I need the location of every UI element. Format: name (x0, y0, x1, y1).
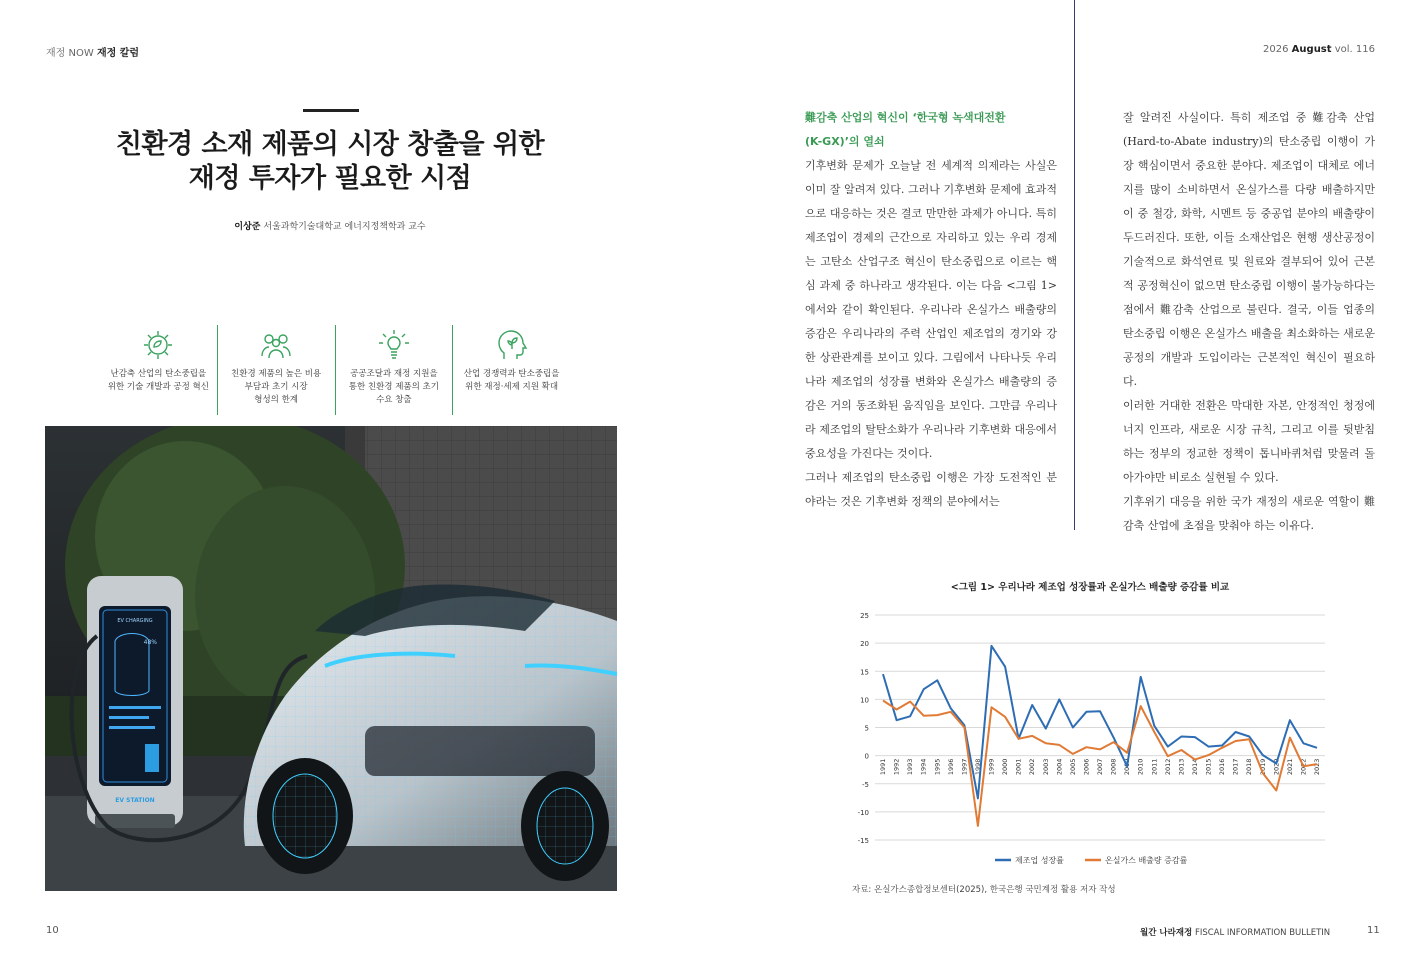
key-point-4-text: 위한 재정·세제 지원 확대 (465, 382, 559, 392)
x-tick-label: 2020 (1272, 758, 1281, 776)
x-tick-label: 2007 (1096, 758, 1104, 776)
author-affiliation: 서울과학기술대학교 에너지정책학과 교수 (263, 222, 426, 232)
y-tick-label: 20 (860, 640, 869, 649)
y-tick-label: 25 (860, 612, 869, 620)
title-rule (303, 109, 359, 112)
magazine-name: 월간 나라재정 (1140, 928, 1193, 938)
ev-charging-photo (45, 426, 617, 891)
x-tick-label: 2006 (1082, 758, 1091, 776)
issue-label (1263, 44, 1375, 55)
x-tick-label: 2011 (1150, 758, 1159, 776)
magazine-footer (1140, 926, 1330, 938)
x-tick-label: 2015 (1204, 758, 1213, 776)
paragraph: 그러나 제조업의 탄소중립 이행은 가장 도전적인 분야라는 것은 기후변화 정책의 분야에서는 (805, 471, 1057, 508)
key-points (100, 325, 570, 415)
x-tick-label: 1992 (892, 758, 901, 776)
y-axis-ticks (858, 612, 869, 845)
paragraph: 기후위기 대응을 위한 국가 재정의 새로운 역할이 難감축 산업에 초점을 맞춰야 하는 이유다. (1123, 495, 1375, 532)
author-name: 이상준 (234, 222, 261, 232)
y-tick-label: 10 (860, 696, 869, 705)
x-tick-label: 2016 (1218, 758, 1227, 776)
y-tick-label: 5 (864, 724, 869, 733)
x-axis-ticks (879, 759, 1321, 776)
y-tick-label: 0 (864, 752, 869, 761)
y-tick-label: 15 (860, 668, 869, 677)
x-tick-label: 1999 (987, 758, 996, 776)
station-label: EV STATION (115, 797, 155, 804)
x-tick-label: 2018 (1245, 758, 1254, 776)
page-number-right: 11 (1367, 925, 1380, 936)
x-tick-label: 2023 (1313, 758, 1321, 776)
issue-month: August (1291, 44, 1332, 55)
x-tick-label: 2013 (1177, 758, 1186, 776)
y-tick-label: -15 (857, 837, 869, 845)
key-point-3-text: 통한 친환경 제품의 초기 (348, 382, 439, 392)
body-column-1 (805, 106, 1057, 514)
x-tick-label: 2012 (1163, 758, 1172, 776)
x-tick-label: 2002 (1028, 758, 1037, 776)
page-number-left: 10 (46, 925, 59, 936)
key-point-1-text: 위한 기술 개발과 공정 혁신 (107, 382, 209, 392)
x-tick-label: 2014 (1190, 758, 1199, 776)
x-tick-label: 1996 (946, 758, 955, 776)
legend-label: 온실가스 배출량 증감률 (1105, 856, 1188, 865)
gear-leaf-icon (141, 328, 175, 362)
key-point-4-text: 산업 경쟁력과 탄소중립을 (463, 369, 560, 379)
paragraph: 기후변화 문제가 오늘날 전 세계적 의제라는 사실은 이미 잘 알려져 있다. 그러나 기후변화 문제에 효과적으로 대응하는 것은 결코 만만한 과제가 아니다. 특히 제조업이 경제의 근간으로 자리하고 있는 우리 경제는 고탄소 산업구조 혁신이 탄소중립으로 이르는 핵심 과제 중 하나라고 생각된다. 이는 다음 <그림 1>에서와 같이 확인된다. 우리나라 온실가스 배출량의 증감은 우리나라의 주력 산업인 제조업의 경기와 강한 상관관계를 보이고 있다. 그림에서 나타나듯 우리나라 제조업의 성장률 변화와 온실가스 배출량의 증감은 거의 동조화된 움직임을 보인다. 그만큼 우리나라 제조업의 탈탄소화가 우리나라 기후변화 대응에서 중요성을 가진다는 것이다. (805, 159, 1057, 460)
key-point-3 (335, 325, 453, 415)
section-label (46, 44, 139, 59)
chart-legend (995, 855, 1188, 865)
x-tick-label: 1991 (879, 758, 887, 776)
title-line-1: 친환경 소재 제품의 시장 창출을 위한 (115, 129, 545, 160)
figure-source: 자료: 온실가스종합정보센터(2025), 한국은행 국민계정 활용 저자 작성 (852, 885, 1116, 895)
x-tick-label: 2010 (1136, 758, 1145, 776)
x-tick-label: 2021 (1285, 758, 1294, 776)
station-title: EV CHARGING (117, 618, 153, 624)
x-tick-label: 2005 (1068, 758, 1077, 776)
x-tick-label: 2004 (1055, 758, 1064, 776)
people-group-icon (259, 328, 293, 362)
x-tick-label: 1998 (973, 758, 982, 776)
section-heading-line-2: (K-GX)’의 열쇠 (805, 135, 885, 148)
title-line-2: 재정 투자가 필요한 시점 (188, 163, 472, 194)
x-tick-label: 2000 (1001, 758, 1010, 776)
x-tick-label: 2009 (1123, 758, 1132, 776)
ev-charging-illustration (45, 426, 617, 891)
key-point-1 (100, 325, 217, 415)
key-point-3-text: 공공조달과 재정 지원을 (350, 369, 438, 379)
issue-volume: vol. 116 (1334, 44, 1375, 55)
x-tick-label: 1994 (919, 758, 928, 776)
x-tick-label: 2022 (1299, 758, 1308, 776)
section-heading (805, 106, 1057, 154)
paragraph: 잘 알려진 사실이다. 특히 제조업 중 難감축 산업(Hard-to-Abate industry)의 탄소중립 이행이 가장 핵심이면서 중요한 분야다. 제조업이 대체로 에너지를 많이 소비하면서 온실가스를 다량 배출하지만 이 중 철강, 화학, 시멘트 등 중공업 분야의 배출량이 두드러진다. 또한, 이들 소재산업은 현행 생산공정이 기술적으로 화석연료 및 원료와 결부되어 있어 근본적 공정혁신이 없으면 탄소중립 이행이 불가능하다는 점에서 難감축 산업으로 불린다. 결국, 이들 업종의 탄소중립 이행은 온실가스 배출을 최소화하는 새로운 공정의 개발과 도입이라는 근본적인 혁신이 필요하다. (1123, 111, 1375, 388)
issue-year: 2026 (1263, 44, 1289, 55)
author-line (60, 219, 600, 232)
x-tick-label: 2017 (1231, 758, 1240, 776)
key-point-2 (217, 325, 335, 415)
x-tick-label: 1995 (933, 758, 942, 776)
lightbulb-icon (377, 328, 411, 362)
key-point-2-text: 형성의 한계 (254, 395, 298, 405)
section-heading-line-1: 難감축 산업의 혁신이 ‘한국형 녹색대전환 (805, 111, 1006, 124)
x-tick-label: 2003 (1041, 758, 1050, 776)
body-column-2 (1123, 106, 1375, 538)
key-point-2-text: 부담과 초기 시장 (244, 382, 308, 392)
key-point-3-text: 수요 창출 (376, 395, 412, 405)
article-title (60, 128, 600, 196)
head-plant-icon (495, 328, 529, 362)
legend-label: 제조업 성장률 (1015, 856, 1064, 865)
paragraph: 이러한 거대한 전환은 막대한 자본, 안정적인 청정에너지 인프라, 새로운 시장 규칙, 그리고 이를 뒷받침하는 정부의 정교한 정책이 톱니바퀴처럼 맞물려 돌아가야만 비로소 실현될 수 있다. (1123, 399, 1375, 484)
key-point-4 (452, 325, 570, 415)
line-chart (845, 605, 1345, 870)
chart-gridlines (875, 615, 1325, 840)
x-tick-label: 1997 (960, 758, 969, 776)
subsection-name: 재정 칼럼 (96, 48, 140, 59)
chart-series (883, 646, 1317, 826)
x-tick-label: 2008 (1109, 758, 1118, 776)
section-name: 재정 NOW (46, 48, 94, 59)
figure-title: <그림 1> 우리나라 제조업 성장률과 온실가스 배출량 증감률 비교 (950, 582, 1230, 593)
key-point-2-text: 친환경 제품의 높은 비용 (231, 369, 322, 379)
station-percent: 48% (143, 639, 157, 646)
x-tick-label: 2001 (1014, 758, 1023, 776)
bulletin-name: FISCAL INFORMATION BULLETIN (1194, 928, 1331, 938)
column-divider (1074, 0, 1075, 530)
x-tick-label: 1993 (906, 758, 915, 776)
key-point-1-text: 난감축 산업의 탄소중립을 (110, 369, 207, 379)
y-tick-label: -5 (862, 780, 869, 789)
x-tick-label: 2019 (1258, 758, 1267, 776)
y-tick-label: -10 (857, 808, 869, 817)
